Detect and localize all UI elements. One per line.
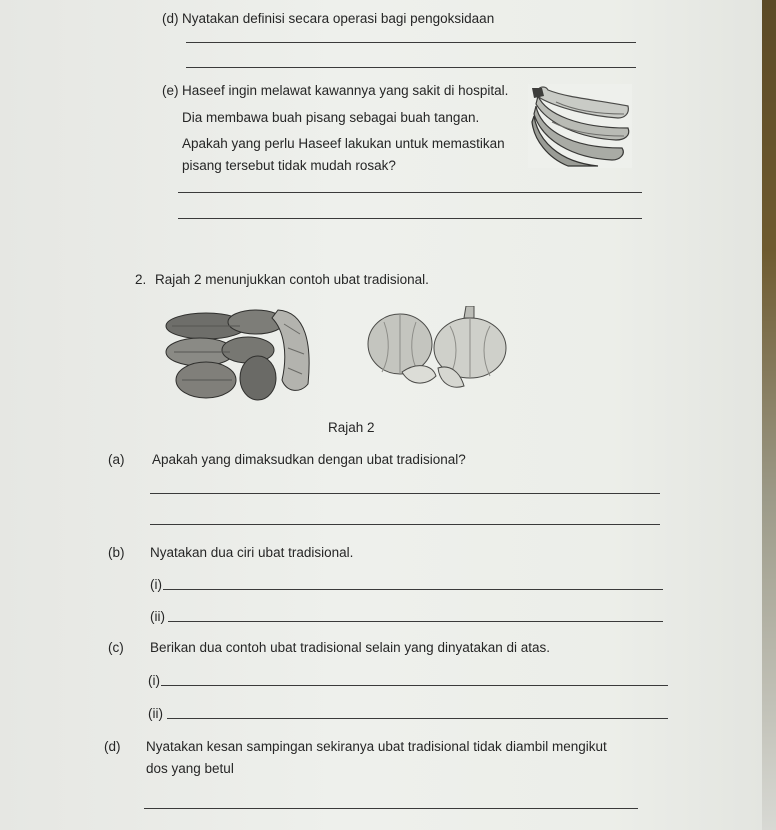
q2b-item-ii: (ii) bbox=[150, 609, 165, 624]
q1e-text-line-4: pisang tersebut tidak mudah rosak? bbox=[182, 158, 396, 173]
q2d-text-line-1: Nyatakan kesan sampingan sekiranya ubat tradisional tidak diambil mengikut bbox=[146, 739, 607, 754]
q2b-question: Nyatakan dua ciri ubat tradisional. bbox=[150, 545, 354, 560]
q2a-label: (a) bbox=[108, 452, 125, 467]
q2a-question: Apakah yang dimaksudkan dengan ubat tradisional? bbox=[152, 452, 466, 467]
q1d-answer-line-2[interactable] bbox=[186, 67, 636, 68]
q2-intro: Rajah 2 menunjukkan contoh ubat tradisional. bbox=[155, 272, 429, 287]
garlic-bulb-illustration bbox=[366, 306, 508, 392]
q2a-answer-line-2[interactable] bbox=[150, 524, 660, 525]
q2a-answer-line-1[interactable] bbox=[150, 493, 660, 494]
q2d-label: (d) bbox=[104, 739, 121, 754]
q1e-text-line-3: Apakah yang perlu Haseef lakukan untuk memastikan bbox=[182, 136, 505, 151]
q1e-text-line-2: Dia membawa buah pisang sebagai buah tangan. bbox=[182, 110, 480, 125]
q2d-answer-line-1[interactable] bbox=[144, 808, 638, 809]
q2-number: 2. bbox=[135, 272, 147, 287]
q2c-question: Berikan dua contoh ubat tradisional selain yang dinyatakan di atas. bbox=[150, 640, 551, 655]
q2c-item-ii: (ii) bbox=[148, 706, 163, 721]
ginger-root-illustration bbox=[160, 304, 316, 404]
q1e-label: (e) bbox=[162, 83, 179, 98]
q1e-answer-line-1[interactable] bbox=[178, 192, 642, 193]
q2c-item-i: (i) bbox=[148, 673, 160, 688]
q1d-label: (d) bbox=[162, 11, 179, 26]
q1d-question: Nyatakan definisi secara operasi bagi pengoksidaan bbox=[182, 11, 495, 26]
page-edge-shadow bbox=[762, 0, 776, 830]
q1e-text-line-1: Haseef ingin melawat kawannya yang sakit di hospital. bbox=[182, 83, 509, 98]
q1d-answer-line-1[interactable] bbox=[186, 42, 636, 43]
q2d-text-line-2: dos yang betul bbox=[146, 761, 234, 776]
q2b-label: (b) bbox=[108, 545, 125, 560]
q2b-answer-line-ii[interactable] bbox=[168, 621, 663, 622]
q2c-answer-line-ii[interactable] bbox=[167, 718, 668, 719]
q1e-answer-line-2[interactable] bbox=[178, 218, 642, 219]
q2c-answer-line-i[interactable] bbox=[161, 685, 668, 686]
q2b-item-i: (i) bbox=[150, 577, 162, 592]
q2c-label: (c) bbox=[108, 640, 124, 655]
q2b-answer-line-i[interactable] bbox=[163, 589, 663, 590]
banana-bunch-illustration bbox=[528, 84, 632, 168]
q2-figure-caption: Rajah 2 bbox=[328, 420, 375, 435]
